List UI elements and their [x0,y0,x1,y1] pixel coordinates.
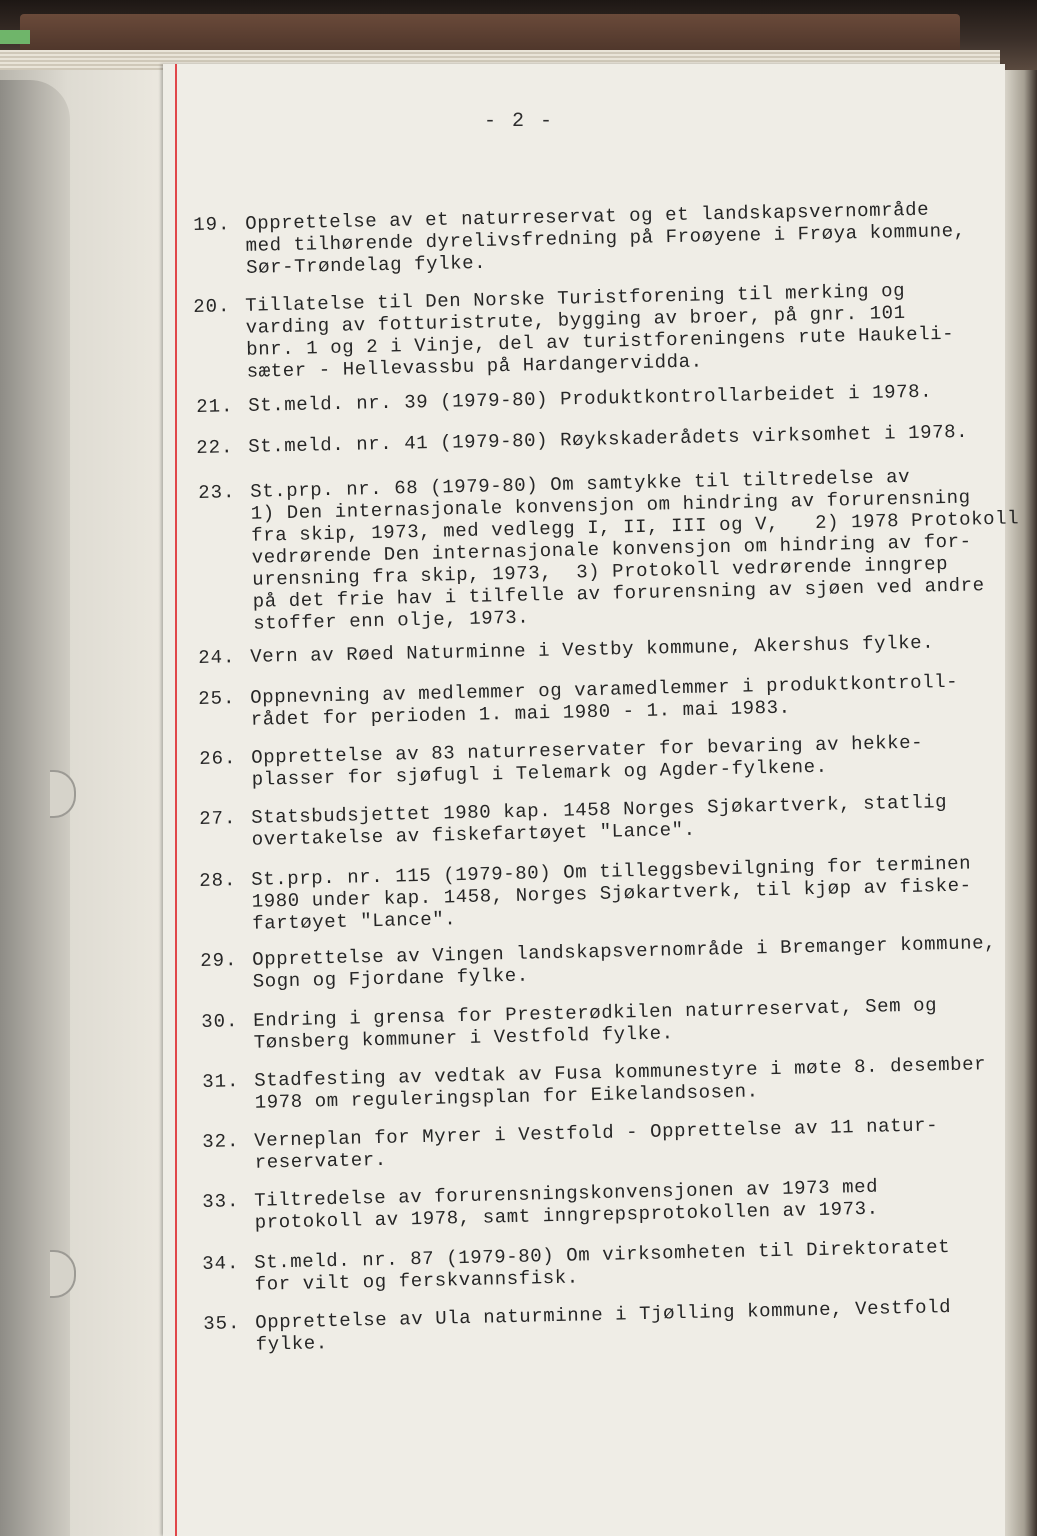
item-text: Opprettelse av Vingen landskapsvernområde i Bremanger kommune, Sogn og Fjordane fylke. [251,931,997,993]
item-number: 28. [199,869,237,892]
item-number: 26. [199,747,237,770]
item-text: St.prp. nr. 115 (1979-80) Om tilleggsbevilgning for terminen 1980 under kap. 1458, Norges Sjøkartverk, til kjøp av fiske- fartøyet "Lance". [250,852,972,935]
item-text: Endring i grensa for Presterødkilen naturreservat, Sem og Tønsberg kommuner i Vestfold fylke. [252,994,938,1054]
item-text: St.meld. nr. 87 (1979-80) Om virksomheten til Direktoratet for vilt og ferskvannsfisk. [253,1236,951,1296]
item-number: 30. [201,1010,239,1033]
item-number: 34. [202,1252,240,1275]
item-number: 31. [202,1070,240,1093]
item-number: 32. [202,1130,240,1153]
item-number: 23. [198,481,236,504]
item-number: 33. [202,1190,240,1213]
item-number: 20. [193,295,231,318]
item-text: Tillatelse til Den Norske Turistforening til merking og varding av fotturistrute, bygging av broer, på gnr. 101 bnr. 1 og 2 i Vinje, del av turistforeningens rute Haukeli- sæter - Hellevassbu på Hardangervidda. [244,279,955,383]
item-text: Verneplan for Myrer i Vestfold - Opprettelse av 11 natur- reservater. [253,1114,939,1174]
item-text: Statsbudsjettet 1980 kap. 1458 Norges Sjøkartverk, statlig overtakelse av fiskefartøyet "Lance". [250,791,948,851]
item-text: Opprettelse av Ula naturminne i Tjølling kommune, Vestfold fylke. [254,1296,952,1356]
margin-line [175,64,177,1536]
item-text: St.prp. nr. 68 (1979-80) Om samtykke til tiltredelse av 1) Den internasjonale konvensjon om hindring av forurensning fra skip, 1973, med vedlegg I, II, III og V, 2) 1978 Protokoll vedrørende Den internasjonale konvensjon om hindring av for- urensning fra skip, 1973, 3) Protokoll vedrørende inngrep på det frie hav i tilfelle av forurensning av sjøen ved andre stoffer enn olje, 1973. [249,465,1020,635]
item-text: St.meld. nr. 39 (1979-80) Produktkontrollarbeidet i 1978. [247,380,933,417]
item-number: 25. [198,687,236,710]
item-text: St.meld. nr. 41 (1979-80) Røykskaderådets virksomhet i 1978. [247,420,969,458]
page-number: - 2 - [484,110,555,133]
item-text: Opprettelse av 83 naturreservater for bevaring av hekke- plasser for sjøfugl i Telemark og Agder-fylkene. [250,731,924,791]
item-number: 27. [199,807,237,830]
item-number: 24. [198,646,236,669]
item-number: 19. [193,213,231,236]
item-text: Opprettelse av et naturreservat og et landskapsvernområde med tilhørende dyrelivsfredning på Froøyene i Frøya kommune, Sør-Trøndelag fylke. [244,198,966,279]
index-tab [0,30,30,44]
item-text: Oppnevning av medlemmer og varamedlemmer i produktkontroll- rådet for perioden 1. mai 1980 - 1. mai 1983. [249,670,959,731]
item-number: 21. [196,395,234,418]
item-text: Tiltredelse av forurensningskonvensjonen av 1973 med protokoll av 1978, samt inngrepsprotokollen av 1973. [253,1175,879,1234]
item-text: Stadfesting av vedtak av Fusa kommunestyre i møte 8. desember 1978 om reguleringsplan for Eikelandsosen. [253,1053,987,1114]
item-number: 35. [203,1312,241,1335]
page-edge [1005,70,1037,1536]
item-text: Vern av Røed Naturminne i Vestby kommune, Akershus fylke. [249,631,935,668]
item-number: 29. [200,949,238,972]
item-number: 22. [196,436,234,459]
